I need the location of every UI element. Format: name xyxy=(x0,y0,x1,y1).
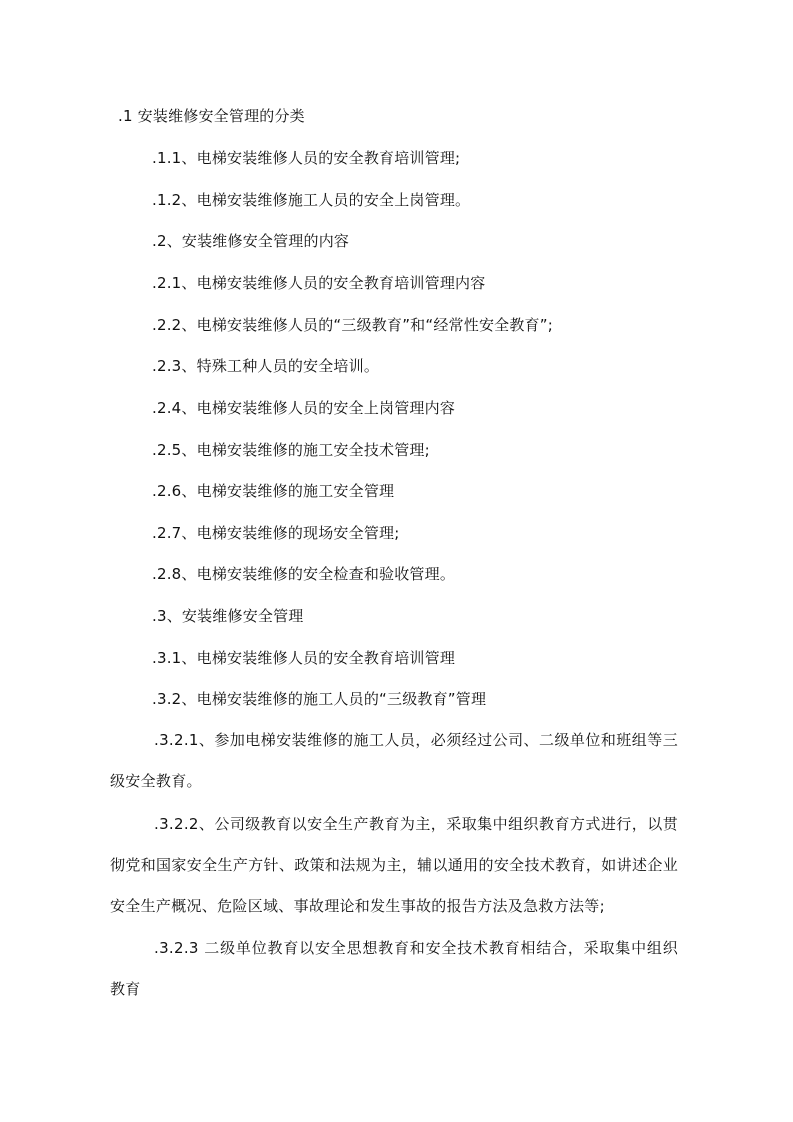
list-item: .2.7、电梯安装维修的现场安全管理; xyxy=(152,524,400,542)
list-item: .1.1、电梯安装维修人员的安全教育培训管理; xyxy=(152,149,461,167)
body-paragraph xyxy=(110,804,678,927)
body-paragraph xyxy=(110,928,678,1010)
list-item: .1.2、电梯安装维修施工人员的安全上岗管理。 xyxy=(152,191,471,209)
paragraph-text: .3.2.3 二级单位教育以安全思想教育和安全技术教育相结合，采取集中组织教育 xyxy=(110,939,678,998)
list-item: .3.2、电梯安装维修的施工人员的“三级教育”管理 xyxy=(152,690,487,708)
list-item: .3.1、电梯安装维修人员的安全教育培训管理 xyxy=(152,649,456,667)
list-item: .2.3、特殊工种人员的安全培训。 xyxy=(152,357,380,375)
paragraph-text: .3.2.2、公司级教育以安全生产教育为主，采取集中组织教育方式进行，以贯彻党和国家安全生产方针、政策和法规为主，辅以通用的安全技术教育，如讲述企业安全生产概况、危险区域、事故理论和发生事故的报告方法及急救方法等; xyxy=(110,815,678,915)
list-item: .2.5、电梯安装维修的施工安全技术管理; xyxy=(152,441,430,459)
body-paragraph xyxy=(110,720,678,802)
list-item: .2.6、电梯安装维修的施工安全管理 xyxy=(152,482,395,500)
list-item: .2.1、电梯安装维修人员的安全教育培训管理内容 xyxy=(152,274,486,292)
list-item: .2.8、电梯安装维修的安全检查和验收管理。 xyxy=(152,565,456,583)
list-item: .2.2、电梯安装维修人员的“三级教育”和“经常性安全教育”; xyxy=(152,316,553,334)
list-item: .2、安装维修安全管理的内容 xyxy=(152,232,350,250)
list-item: .3、安装维修安全管理 xyxy=(152,607,304,625)
list-item: .2.4、电梯安装维修人员的安全上岗管理内容 xyxy=(152,399,456,417)
paragraph-text: .3.2.1、参加电梯安装维修的施工人员，必须经过公司、二级单位和班组等三级安全教育。 xyxy=(110,731,678,790)
section-heading: .1 安装维修安全管理的分类 xyxy=(118,107,305,125)
